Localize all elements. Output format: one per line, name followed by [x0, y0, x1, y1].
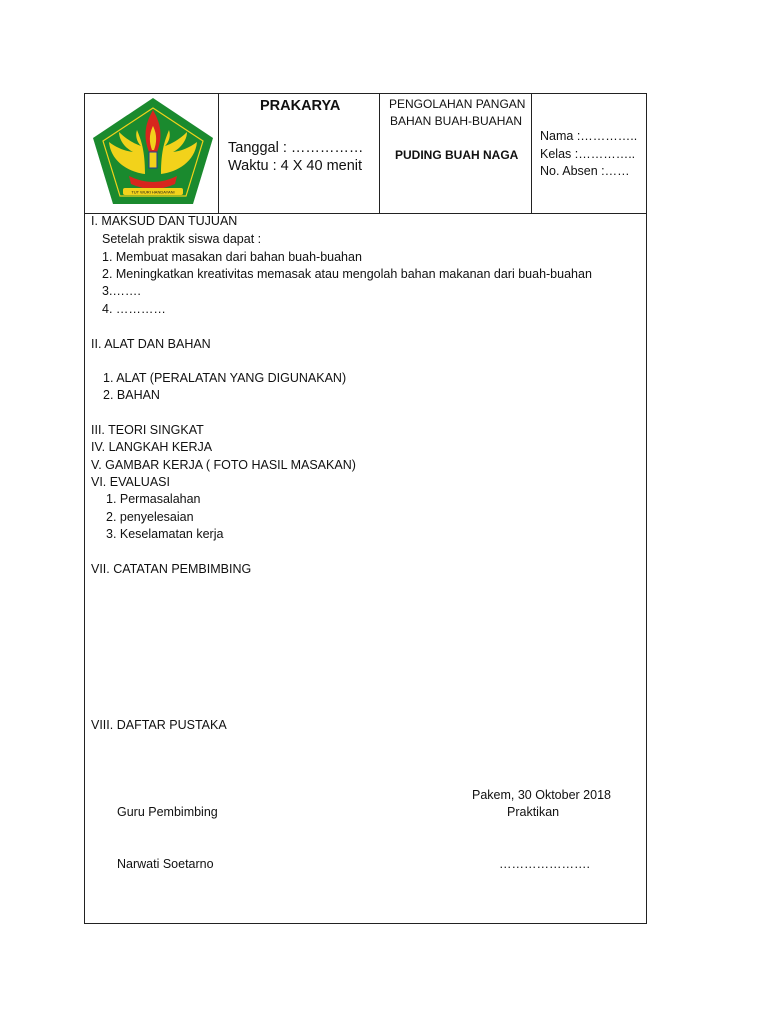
topic-line-1: PENGOLAHAN PANGAN — [389, 97, 526, 111]
section-heading: III. TEORI SINGKAT — [91, 423, 204, 437]
kelas-field: Kelas :………….. — [540, 147, 636, 161]
guru-name: Narwati Soetarno — [117, 857, 214, 871]
tanggal-field: Tanggal : …………… — [228, 140, 364, 156]
guru-label: Guru Pembimbing — [117, 805, 218, 819]
section-heading: I. MAKSUD DAN TUJUAN — [91, 214, 238, 228]
list-item: 2. penyelesaian — [106, 510, 194, 524]
nama-field: Nama :………….. — [540, 129, 638, 143]
worksheet-header — [85, 94, 646, 214]
absen-field: No. Absen :…… — [540, 164, 630, 178]
praktikan-signature-blank: …………………. — [499, 857, 590, 871]
section-heading: V. GAMBAR KERJA ( FOTO HASIL MASAKAN) — [91, 458, 356, 472]
list-item: 1. Permasalahan — [106, 492, 201, 506]
school-emblem-logo — [89, 96, 217, 208]
list-item: 2. BAHAN — [103, 388, 160, 402]
waktu-field: Waktu : 4 X 40 menit — [228, 158, 363, 174]
list-item: 1. ALAT (PERALATAN YANG DIGUNAKAN) — [103, 371, 347, 385]
worksheet-frame — [84, 93, 647, 924]
section-heading: II. ALAT DAN BAHAN — [91, 337, 211, 351]
logo-motto: TUT WURI HANDAYANI — [131, 189, 175, 195]
section-heading: VI. EVALUASI — [91, 475, 170, 489]
subject-title: PRAKARYA — [260, 98, 341, 114]
section-heading: VIII. DAFTAR PUSTAKA — [91, 718, 227, 732]
section-heading: IV. LANGKAH KERJA — [91, 440, 213, 454]
place-date: Pakem, 30 Oktober 2018 — [472, 788, 611, 802]
section-heading: VII. CATATAN PEMBIMBING — [91, 562, 252, 576]
topic-line-2: BAHAN BUAH-BUAHAN — [390, 114, 523, 128]
list-item: 3.……. — [102, 284, 141, 298]
header-divider — [218, 94, 219, 213]
header-divider — [531, 94, 532, 213]
list-item: 4. ………… — [102, 302, 166, 316]
praktikan-label: Praktikan — [507, 805, 560, 819]
list-item: 1. Membuat masakan dari bahan buah-buahan — [102, 250, 362, 264]
section-intro: Setelah praktik siswa dapat : — [102, 232, 262, 246]
list-item: 2. Meningkatkan kreativitas memasak atau mengolah bahan makanan dari buah-buahan — [102, 267, 592, 281]
list-item: 3. Keselamatan kerja — [106, 527, 224, 541]
recipe-title: PUDING BUAH NAGA — [395, 148, 519, 162]
header-divider — [379, 94, 380, 213]
